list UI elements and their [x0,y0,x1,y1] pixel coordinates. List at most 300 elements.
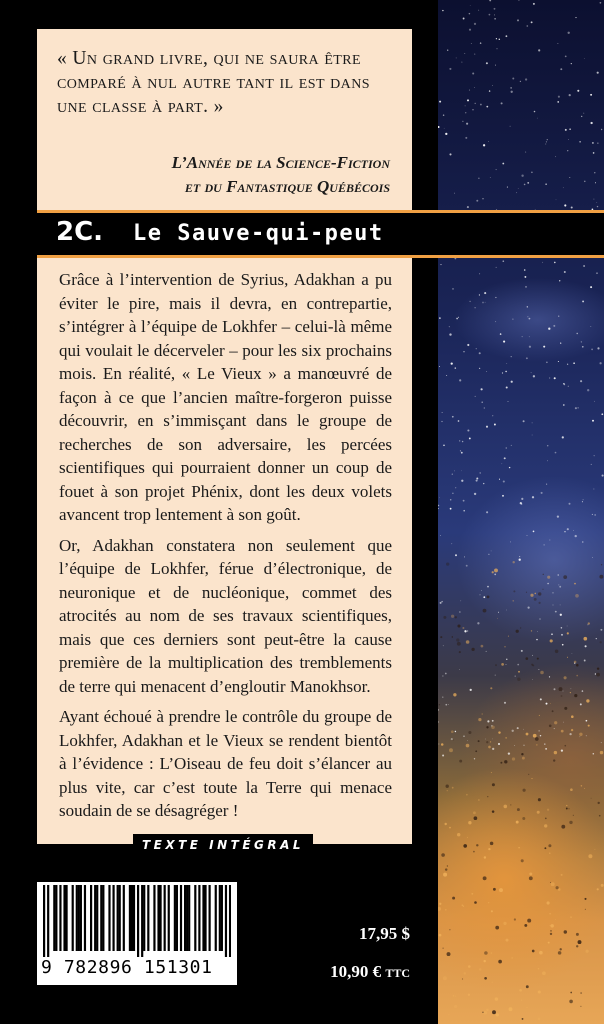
star [459,440,460,441]
dust-speck [475,750,477,752]
star [569,733,571,735]
star [495,297,496,298]
star [539,730,540,731]
dust-speck [549,913,551,915]
star [581,341,582,342]
star [568,139,569,140]
star [561,627,563,629]
barcode-bar [147,885,149,951]
star [525,286,527,288]
dust-speck [491,910,493,912]
barcode-bar [229,885,231,957]
star [478,10,479,11]
dust-speck [594,849,595,850]
star [534,111,536,113]
star [516,192,517,193]
dust-speck [573,815,574,816]
star [569,128,571,130]
dust-speck [499,888,503,892]
star [520,81,521,82]
dust-speck [585,950,588,953]
barcode-bar [123,885,125,951]
dust-speck [494,568,498,572]
barcode-bar [47,885,49,957]
star [504,702,506,704]
star [494,14,495,15]
star [462,441,464,443]
star [537,631,538,632]
barcode-bar [219,885,221,951]
dust-speck [496,1013,499,1016]
star [510,126,511,127]
star [443,114,444,115]
dust-speck [516,821,519,824]
star [467,630,468,631]
star [474,87,475,88]
star [525,152,526,153]
star [538,669,539,670]
dust-speck [544,847,546,849]
dust-speck [487,796,488,797]
star [496,48,497,49]
barcode-bar [143,885,145,951]
barcode-bar [184,885,186,951]
star [563,187,564,188]
star [483,144,485,146]
synopsis-panel [37,258,412,844]
star [532,435,533,436]
star [503,341,505,343]
dust-speck [543,574,544,575]
star [580,703,582,705]
review-quote: « Un grand livre, qui ne saura être comparé à nul autre tant il est dans une classe à part. » [57,48,370,117]
star [558,96,560,98]
barcode-bars [43,885,231,957]
dust-speck [526,985,529,988]
dust-speck [581,785,583,787]
star [502,372,503,373]
star [440,602,442,604]
star [494,424,496,426]
star [482,302,484,304]
barcode-bar [78,885,80,951]
star [582,346,584,348]
star [540,735,541,736]
star [597,347,599,349]
star [567,150,568,151]
star [536,639,537,640]
star [440,264,441,265]
star [483,483,484,484]
barcode-bar [186,885,188,951]
dust-speck [456,638,459,641]
dust-speck [576,945,578,947]
barcode-bar [188,885,190,951]
dust-speck [513,600,514,601]
star [597,143,598,144]
edition-tag [133,834,313,856]
star [449,333,451,335]
star [560,68,562,70]
barcode-bar [194,885,196,951]
star [458,317,459,318]
quote-source [50,151,390,199]
star [582,690,584,692]
star [459,669,460,670]
star [498,743,500,745]
dust-speck [495,664,497,666]
star [518,0,519,1]
dust-speck [571,729,573,731]
dust-speck [566,808,568,810]
dust-speck [463,905,464,906]
dust-speck [490,741,491,742]
dust-speck [517,808,520,811]
star [594,489,595,490]
star [506,659,507,660]
dust-speck [474,901,477,904]
barcode-bar [137,885,139,957]
dust-speck [453,740,454,741]
star [569,94,571,96]
dust-speck [503,922,506,925]
star [502,260,504,262]
star [553,592,554,593]
star [524,184,526,186]
star [469,29,471,31]
star [529,336,530,337]
star [445,704,447,706]
star [521,650,523,652]
dust-speck [537,811,540,814]
barcode-bar [215,885,217,951]
star [467,740,468,741]
dust-speck [483,609,487,613]
star [511,91,513,93]
star [583,113,584,114]
star [492,720,494,722]
dust-speck [466,794,468,796]
dust-speck [501,663,504,666]
dust-speck [554,751,557,754]
star [506,363,507,364]
dust-speck [488,848,490,850]
dust-speck [555,650,559,654]
barcode-bar [141,885,143,957]
dust-speck [529,872,532,875]
star [456,318,458,320]
star [479,273,480,274]
star [480,472,481,473]
star [583,265,585,267]
star [438,709,439,710]
dust-speck [542,971,546,975]
dust-speck [447,865,448,866]
star [442,754,444,756]
star [521,175,523,177]
dust-speck [561,730,564,733]
star [459,379,461,381]
dust-speck [487,596,490,599]
star [461,452,463,454]
dust-speck [468,994,470,996]
star [528,607,530,609]
star [469,301,470,302]
dust-speck [564,930,567,933]
dust-speck [588,725,590,727]
dust-speck [446,562,449,565]
star [522,336,523,337]
dust-speck [490,687,492,689]
dust-speck [491,952,493,954]
barcode-bar [65,885,67,951]
star [491,551,492,552]
star [517,664,519,666]
star [563,722,564,723]
dust-speck [462,627,464,629]
star [561,634,563,636]
star [438,508,439,509]
dust-speck [569,821,572,824]
star [449,326,450,327]
dust-speck [532,950,535,953]
dust-speck [483,1011,487,1015]
book-title: Le Sauve-qui-peut [133,221,384,246]
star [507,187,508,188]
star [482,198,483,199]
star [564,384,565,385]
star [495,65,496,66]
star [547,139,548,140]
dust-speck [500,762,502,764]
star [487,720,489,722]
star [486,106,488,108]
star [477,622,479,624]
dust-speck [550,639,553,642]
star [439,101,441,103]
dust-speck [564,676,567,679]
star [563,404,565,406]
star [549,377,550,378]
dust-speck [597,888,599,890]
star [465,137,467,139]
star [584,181,585,182]
price-canada: 17,95 $ [359,924,410,943]
dust-speck [550,882,551,883]
star [593,199,594,200]
star [450,499,452,501]
star [565,129,567,131]
star [559,280,560,281]
star [481,402,482,403]
star [441,601,442,602]
dust-speck [492,571,494,573]
dust-speck [588,854,592,858]
star [474,493,476,495]
quote-source-line-1: L’Année de la Science-Fiction [171,153,390,172]
price-europe-suffix: TTC [385,966,410,980]
star [463,735,465,737]
star [486,651,487,652]
star [601,413,603,415]
star [439,366,440,367]
star [577,90,579,92]
star [602,475,604,477]
star [558,361,559,362]
dust-speck [547,901,550,904]
star [488,141,489,142]
star [486,511,488,513]
star [502,163,504,165]
dust-speck [455,996,456,997]
star [595,182,596,183]
dust-speck [544,824,547,827]
barcode-bar [176,885,178,951]
star [489,14,491,16]
star [591,464,592,465]
star [454,193,455,194]
star [592,514,593,515]
star [595,673,596,674]
star [599,362,601,364]
dust-speck [443,976,447,980]
star [532,655,533,656]
star [474,307,475,308]
dust-speck [531,778,532,779]
star [459,611,460,612]
star [467,429,469,431]
barcode-bar [53,885,55,951]
star [455,487,456,488]
dust-speck [601,884,604,887]
star [546,703,548,705]
barcode-bar [164,885,166,951]
star [492,739,493,740]
star [569,177,570,178]
dust-speck [505,737,506,738]
barcode-bar [153,885,155,951]
star [560,343,561,344]
dust-speck [476,844,478,846]
star [451,543,452,544]
star [595,514,596,515]
dust-speck [550,703,551,704]
star [533,375,535,377]
star [512,78,514,80]
star [439,497,440,498]
star [463,500,465,502]
star [586,720,588,722]
dust-speck [484,951,488,955]
dust-speck [570,916,571,917]
star [484,407,485,408]
star [546,362,548,364]
star [539,618,541,620]
dust-speck [471,648,474,651]
star [531,372,532,373]
dust-speck [498,960,502,964]
dust-speck [553,759,555,761]
dust-speck [547,576,550,579]
star [503,480,505,482]
dust-speck [452,636,453,637]
dust-speck [571,715,574,718]
cover-artwork-sky [438,0,604,1024]
star [455,554,457,556]
star [555,611,557,613]
star [464,53,465,54]
star [557,101,559,103]
star [498,612,499,613]
dust-speck [438,907,441,911]
star [446,375,447,376]
star [481,590,482,591]
star [568,386,569,387]
star [476,480,478,482]
star [483,596,485,598]
star [573,530,574,531]
dust-speck [516,630,519,633]
star [558,584,559,585]
star [547,445,548,446]
dust-speck [554,721,557,724]
star [512,318,513,319]
star [490,177,491,178]
star [486,62,488,64]
dust-speck [538,968,539,969]
star [465,112,466,113]
star [597,206,598,207]
star [461,480,463,482]
dust-speck [584,788,585,789]
star [542,262,543,263]
star [565,56,567,58]
dust-speck [474,816,478,820]
dust-speck [588,622,590,624]
dust-speck [528,774,529,775]
dust-speck [521,1000,522,1001]
star [567,626,568,627]
star [486,426,488,428]
dust-speck [525,657,528,660]
dust-speck [451,730,454,733]
star [600,629,602,631]
dust-speck [550,924,553,927]
star [442,10,443,11]
star [553,325,555,327]
volume-number: 2C. [56,217,104,247]
star [521,503,523,505]
dust-speck [446,785,449,788]
star [562,436,564,438]
star [527,535,528,536]
star [532,679,533,680]
dust-speck [497,618,498,619]
star [474,103,475,104]
star [450,508,452,510]
star [485,302,486,303]
dust-speck [443,873,447,877]
dust-speck [526,1007,527,1008]
star [593,152,595,154]
dust-speck [561,695,563,697]
barcode-bar [133,885,135,951]
star [586,735,587,736]
star [442,412,443,413]
star [488,554,489,555]
dust-speck [564,745,566,747]
star [582,501,583,502]
